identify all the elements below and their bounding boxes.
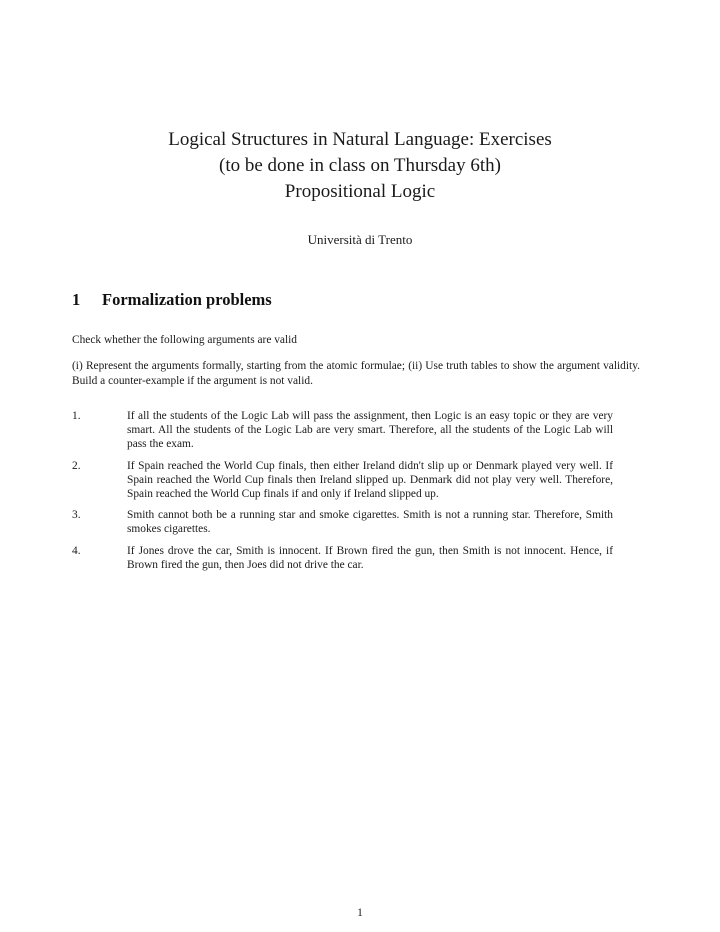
exercise-text: If Spain reached the World Cup finals, then either Ireland didn't slip up or Denmark played very well. If Spain reached the World Cup finals then Ireland slipped up. Denmark did not play very well. Therefore, Spain reached the World Cup finals if and only if Ireland slipped up. bbox=[127, 459, 613, 501]
title-line-1: Logical Structures in Natural Language: Exercises bbox=[168, 129, 552, 150]
exercise-number: 4. bbox=[72, 544, 81, 557]
exercise-number: 1. bbox=[72, 410, 81, 422]
section-title: Formalization problems bbox=[102, 290, 272, 309]
exercise-item bbox=[72, 508, 640, 536]
exercise-list bbox=[72, 409, 640, 579]
exercise-item bbox=[72, 544, 640, 572]
exercise-text: Smith cannot both be a running star and smoke cigarettes. Smith is not a running star. Therefore, Smith smokes cigarettes. bbox=[127, 509, 613, 536]
exercise-number: 3. bbox=[72, 509, 81, 522]
page-number: 1 bbox=[357, 907, 363, 919]
intro-paragraph: Check whether the following arguments are valid bbox=[72, 334, 298, 346]
title-line-2: (to be done in class on Thursday 6th) bbox=[219, 155, 501, 176]
section-heading bbox=[72, 290, 272, 310]
instructions-paragraph: (i) Represent the arguments formally, starting from the atomic formulae; (ii) Use truth tables to show the argument validity. Build a counter-example if the argument is not valid. bbox=[72, 360, 640, 387]
section-number: 1 bbox=[72, 290, 81, 309]
exercise-item bbox=[72, 459, 640, 502]
title-line-3: Propositional Logic bbox=[284, 181, 436, 202]
exercise-text: If all the students of the Logic Lab will pass the assignment, then Logic is an easy topic or they are very smart. All the students of the Logic Lab are very smart. Therefore, all the students of the Logic Lab will pass the exam. bbox=[127, 410, 613, 451]
affiliation: Università di Trento bbox=[307, 232, 413, 247]
document-title bbox=[0, 127, 720, 205]
exercise-item bbox=[72, 409, 640, 452]
exercise-text: If Jones drove the car, Smith is innocent. If Brown fired the gun, then Smith is not innocent. Hence, if Brown fired the gun, then Joes did not drive the car. bbox=[127, 544, 613, 571]
exercise-number: 2. bbox=[72, 459, 81, 472]
